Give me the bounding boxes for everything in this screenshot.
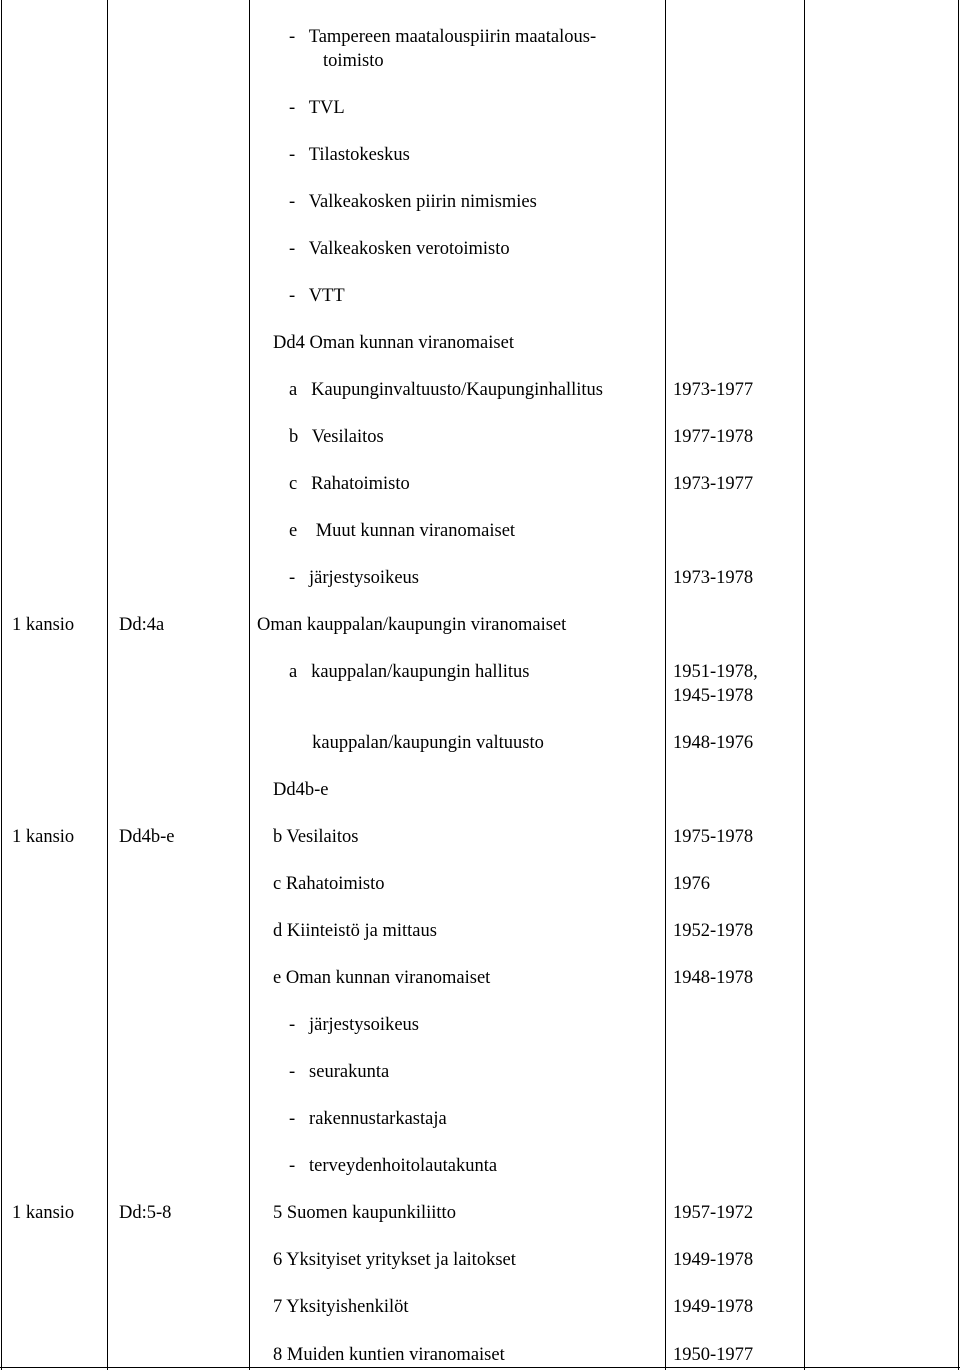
row-text: kauppalan/kaupungin valtuusto [289,733,544,753]
row-years: 1977-1978 [673,427,754,447]
row-text: - Tampereen maatalouspiirin maatalous- [289,27,597,47]
row-text: a kauppalan/kaupungin hallitus [289,662,530,682]
row-text: - VTT [289,286,345,306]
row-years: 1975-1978 [673,827,754,847]
row-text: b Vesilaitos [273,827,359,847]
row-text: Oman kauppalan/kaupungin viranomaiset [257,615,567,635]
row-text: d Kiinteistö ja mittaus [273,921,437,941]
row-volume: 1 kansio [12,615,75,635]
row-text: 6 Yksityiset yritykset ja laitokset [273,1250,516,1270]
table-border-bottom [0,1367,960,1368]
row-text: - terveydenhoitolautakunta [289,1156,498,1176]
row-years: 1949-1978 [673,1250,754,1270]
row-text: - järjestysoikeus [289,568,419,588]
row-text: c Rahatoimisto [273,874,385,894]
row-years: 1948-1978 [673,968,754,988]
row-years: 1945-1978 [673,686,754,706]
row-years: 1957-1972 [673,1203,754,1223]
section-heading: Dd4 Oman kunnan viranomaiset [273,333,514,353]
row-volume: 1 kansio [12,827,75,847]
row-text: a Kaupunginvaltuusto/Kaupunginhallitus [289,380,603,400]
column-divider-1 [107,0,108,1370]
section-heading: Dd4b-e [273,780,329,800]
row-text: c Rahatoimisto [289,474,410,494]
row-code: Dd4b-e [119,827,175,847]
row-years: 1952-1978 [673,921,754,941]
column-divider-2 [249,0,250,1370]
row-years: 1949-1978 [673,1297,754,1317]
column-divider-4 [804,0,805,1370]
row-text: 8 Muiden kuntien viranomaiset [273,1345,505,1365]
row-code: Dd:4a [119,615,165,635]
row-text: - Tilastokeskus [289,145,410,165]
column-divider-3 [665,0,666,1370]
row-years: 1973-1977 [673,474,754,494]
row-text: 7 Yksityishenkilöt [273,1297,409,1317]
row-text: - seurakunta [289,1062,390,1082]
row-text: toimisto [323,51,384,71]
row-code: Dd:5-8 [119,1203,172,1223]
row-years: 1973-1978 [673,568,754,588]
row-text: 5 Suomen kaupunkiliitto [273,1203,456,1223]
table-border-left [1,0,2,1370]
row-years: 1948-1976 [673,733,754,753]
row-text: e Oman kunnan viranomaiset [273,968,491,988]
row-years: 1973-1977 [673,380,754,400]
row-text: - rakennustarkastaja [289,1109,447,1129]
row-text: b Vesilaitos [289,427,384,447]
row-text: e Muut kunnan viranomaiset [289,521,516,541]
row-years: 1951-1978, [673,662,758,682]
row-text: - järjestysoikeus [289,1015,419,1035]
row-volume: 1 kansio [12,1203,75,1223]
row-text: - Valkeakosken verotoimisto [289,239,510,259]
row-years: 1976 [673,874,710,894]
row-text: - Valkeakosken piirin nimismies [289,192,537,212]
table-border-right [958,0,959,1370]
row-years: 1950-1977 [673,1345,754,1365]
row-text: - TVL [289,98,345,118]
